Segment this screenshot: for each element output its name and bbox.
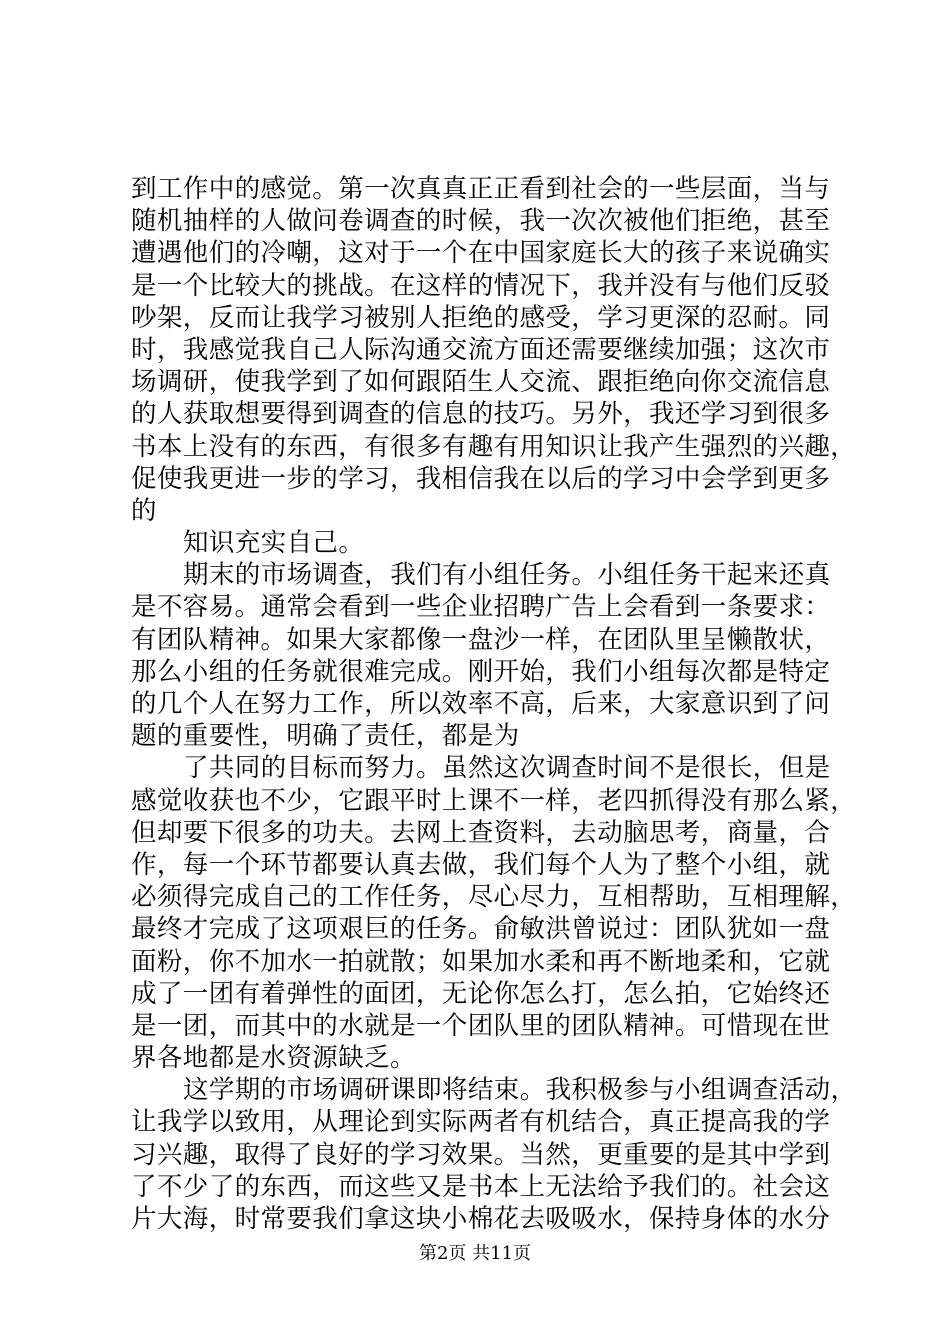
document-body	[131, 173, 857, 1235]
text-line: 知识充实自己。	[183, 528, 365, 559]
page-footer	[0, 1243, 950, 1265]
text-line: 感觉收获也不少，它跟平时上课不一样，老四抓得没有那么紧，	[131, 785, 857, 816]
text-line: 期末的市场调查，我们有小组任务。小组任务干起来还真	[183, 560, 831, 591]
text-line: 场调研，使我学到了如何跟陌生人交流、跟拒绝向你交流信息	[131, 367, 831, 398]
text-line: 了共同的目标而努力。虽然这次调查时间不是很长，但是	[183, 753, 831, 784]
text-line: 成了一团有着弹性的面团，无论你怎么打，怎么拍，它始终还	[131, 978, 831, 1009]
text-line: 习兴趣，取得了良好的学习效果。当然，更重要的是其中学到	[131, 1139, 831, 1170]
text-line: 的几个人在努力工作，所以效率不高，后来，大家意识到了问	[131, 689, 831, 719]
text-line: 片大海，时常要我们拿这块小棉花去吸吸水，保持身体的水分	[131, 1204, 831, 1234]
page-number-label: 第2页 共11页	[418, 1243, 532, 1264]
text-line: 面粉，你不加水一拍就散；如果加水柔和再不断地柔和，它就	[131, 946, 831, 977]
text-line: 吵架，反而让我学习被别人拒绝的感受，学习更深的忍耐。同	[131, 302, 831, 333]
text-line: 的	[131, 495, 157, 526]
text-line: 这学期的市场调研课即将结束。我积极参与小组调查活动，	[183, 1075, 857, 1106]
text-line: 遭遇他们的冷嘲，这对于一个在中国家庭长大的孩子来说确实	[131, 238, 831, 269]
text-line: 有团队精神。如果大家都像一盘沙一样，在团队里呈懒散状，	[131, 624, 831, 655]
text-line: 是一团，而其中的水就是一个团队里的团队精神。可惜现在世	[131, 1010, 831, 1041]
text-line: 的人获取想要得到调查的信息的技巧。另外，我还学习到很多	[131, 399, 831, 430]
text-line: 题的重要性，明确了责任，都是为	[131, 721, 520, 752]
text-line: 时，我感觉我自己人际沟通交流方面还需要继续加强；这次市	[131, 334, 831, 365]
text-line: 是不容易。通常会看到一些企业招聘广告上会看到一条要求：	[131, 592, 831, 623]
text-line: 界各地都是水资源缺乏。	[131, 1043, 416, 1074]
text-line: 随机抽样的人做问卷调查的时候，我一次次被他们拒绝，甚至	[131, 206, 831, 237]
text-line: 那么小组的任务就很难完成。刚开始，我们小组每次都是特定	[131, 656, 831, 687]
text-line: 到工作中的感觉。第一次真真正正看到社会的一些层面，当与	[131, 174, 831, 204]
text-line: 但却要下很多的功夫。去网上查资料，去动脑思考，商量，合	[131, 817, 831, 848]
text-line: 作，每一个环节都要认真去做，我们每个人为了整个小组，就	[131, 849, 831, 880]
text-line: 了不少了的东西，而这些又是书本上无法给予我们的。社会这	[131, 1171, 831, 1202]
text-line: 书本上没有的东西，有很多有趣有用知识让我产生强烈的兴趣，	[131, 431, 857, 462]
text-line: 必须得完成自己的工作任务，尽心尽力，互相帮助，互相理解，	[131, 882, 857, 913]
text-line: 让我学以致用，从理论到实际两者有机结合，真正提高我的学	[131, 1107, 831, 1138]
text-line: 最终才完成了这项艰巨的任务。俞敏洪曾说过：团队犹如一盘	[131, 914, 831, 945]
text-line: 促使我更进一步的学习，我相信我在以后的学习中会学到更多	[131, 463, 831, 494]
text-line: 是一个比较大的挑战。在这样的情况下，我并没有与他们反驳	[131, 270, 831, 301]
